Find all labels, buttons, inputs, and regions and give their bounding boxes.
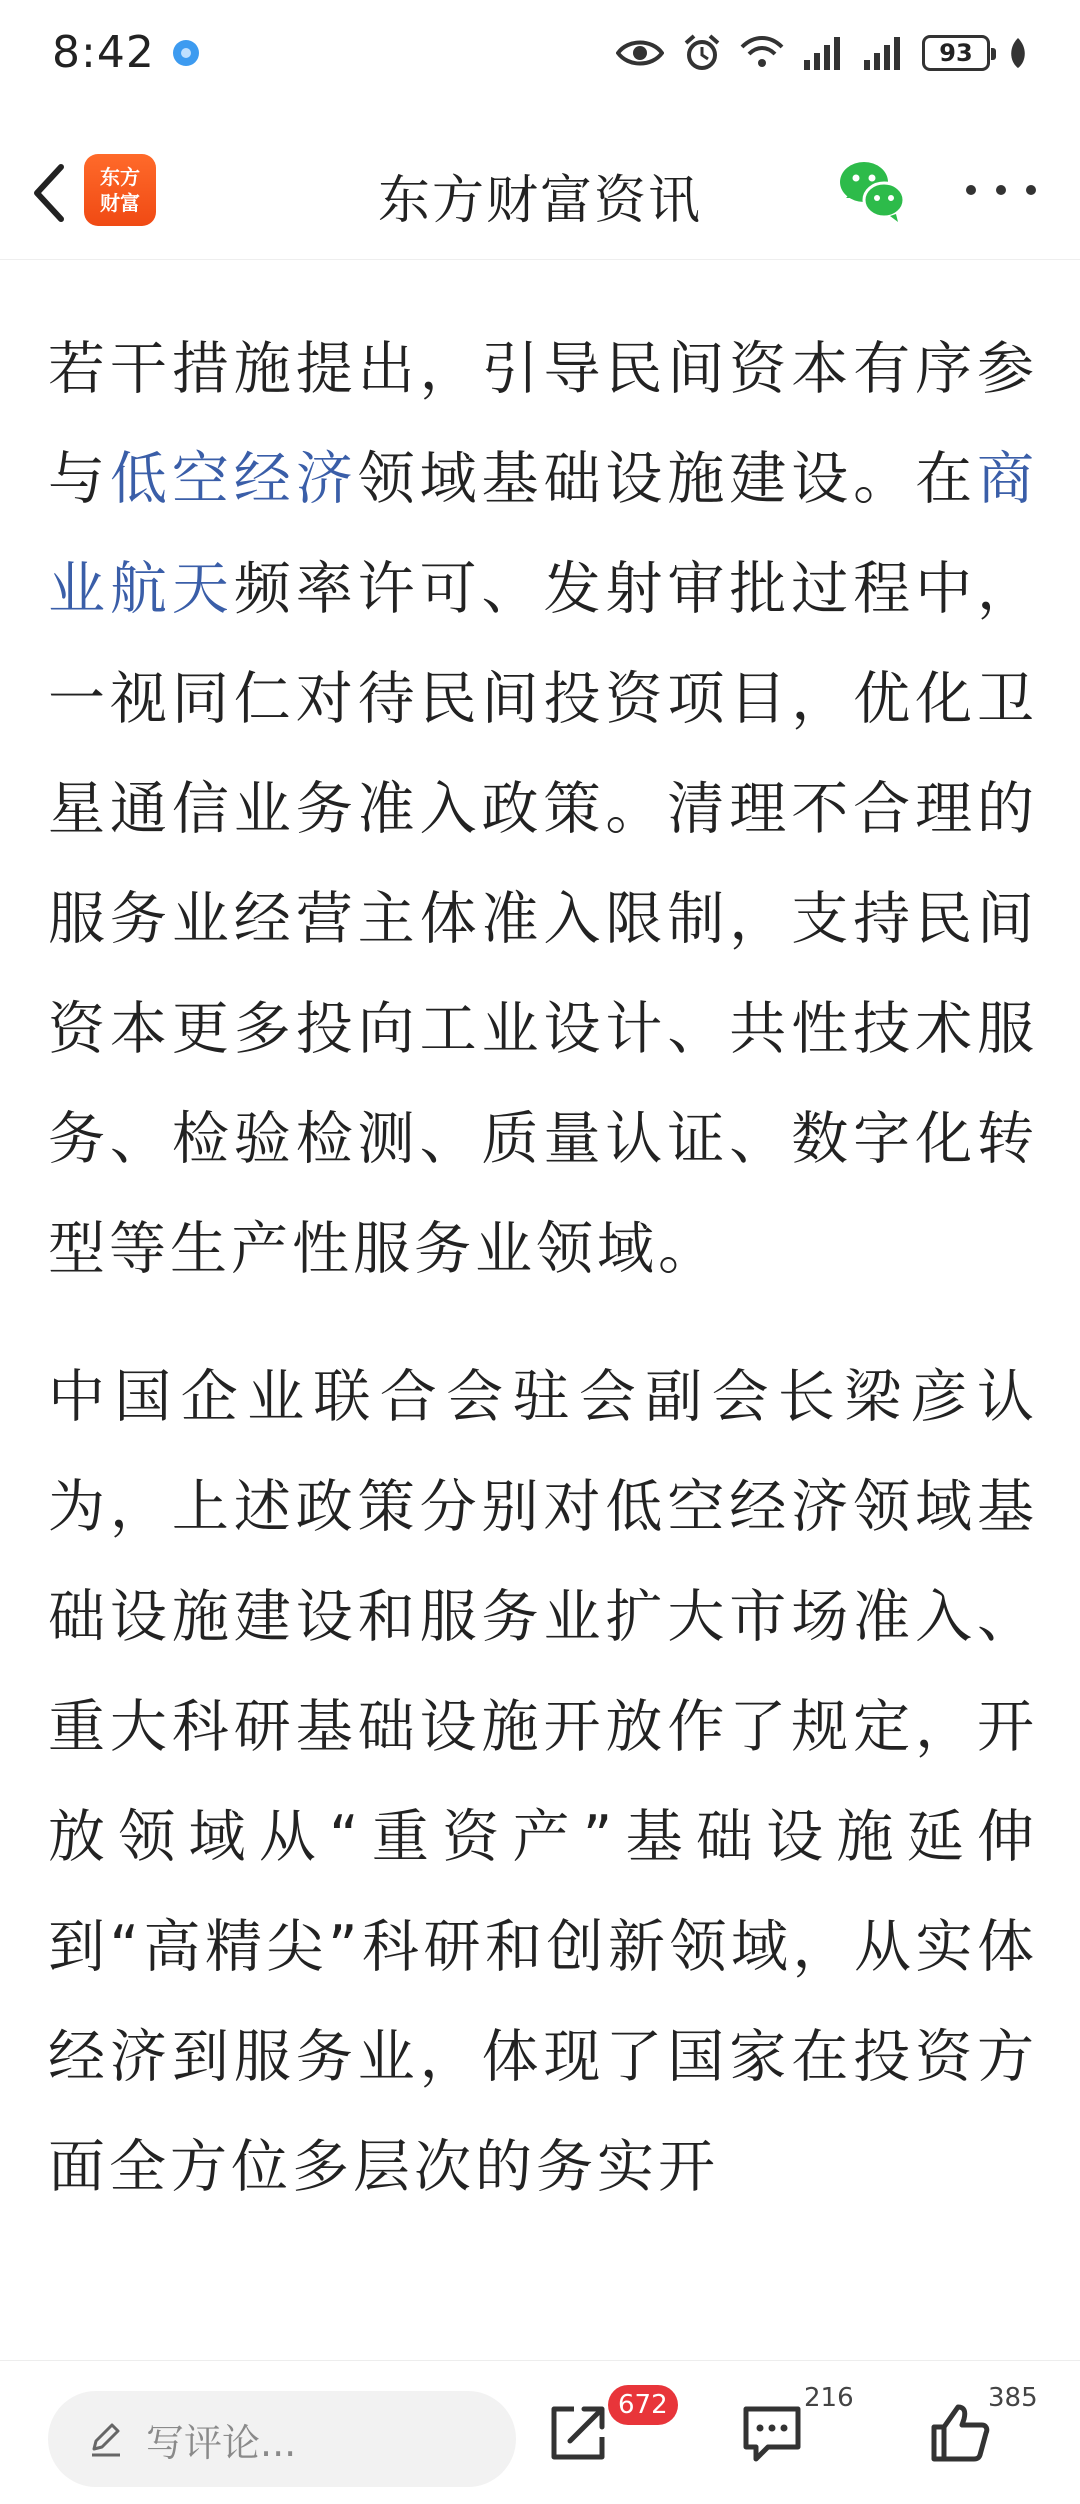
thumbs-up-icon xyxy=(928,2401,992,2465)
nav-bar xyxy=(0,120,1080,260)
keyword-link-low-altitude-economy[interactable]: 低空经济 xyxy=(109,446,358,512)
battery-indicator: 93 xyxy=(922,35,990,71)
comment-placeholder: 写评论... xyxy=(146,2420,297,2465)
leaf-icon xyxy=(1008,36,1028,70)
logo-text-line2: 财富 xyxy=(100,191,140,215)
share-count-badge: 672 xyxy=(608,2385,678,2425)
more-options-button[interactable] xyxy=(966,170,1036,210)
bottom-action-bar xyxy=(0,2360,1080,2504)
article-paragraph-2: 中国企业联合会驻会副会长梁彦认为，上述政策分别对低空经济领域基础设施建设和服务业扩大市场准入、重大科研基础设施开放作了规定，开放领域从“重资产”基础设施延伸到“高精尖”科研和创新领域，从实体经济到服务业，体现了国家在投资方面全方位多层次的务实开 xyxy=(48,1364,1038,2200)
alarm-icon xyxy=(682,33,722,73)
paragraph-text: 频率许可、发射审批过程中，一视同仁对待民间投资项目，优化卫星通信业务准入政策。清理不合理的服务业经营主体准入限制，支持民间资本更多投向工业设计、共性技术服务、检验检测、质量认证、数字化转型等生产性服务业领域。 xyxy=(48,556,1039,1282)
more-dot-icon xyxy=(966,185,976,195)
paragraph-text: 领域基础设施建设。在 xyxy=(357,446,978,512)
share-icon xyxy=(546,2401,610,2465)
page-title: 东方财富资讯 xyxy=(377,171,702,231)
article-paragraph-1 xyxy=(48,314,1038,1304)
more-dot-icon xyxy=(1026,185,1036,195)
status-bar xyxy=(0,0,1080,105)
status-time: 8:42 xyxy=(52,27,155,78)
signal-icon-1 xyxy=(802,36,844,70)
notification-dot-icon xyxy=(173,40,199,66)
share-button[interactable] xyxy=(546,2401,610,2465)
like-count: 385 xyxy=(988,2383,1038,2413)
comment-input[interactable] xyxy=(48,2391,516,2487)
pencil-icon xyxy=(86,2419,126,2459)
signal-icon-2 xyxy=(862,36,904,70)
logo-text-line1: 东方 xyxy=(100,165,140,189)
wechat-share-button[interactable] xyxy=(836,154,908,226)
comment-bubble-icon xyxy=(740,2401,804,2465)
wechat-icon xyxy=(836,154,908,226)
status-right xyxy=(616,33,1028,73)
eye-icon xyxy=(616,37,664,69)
status-left xyxy=(52,27,199,78)
article-body xyxy=(48,314,1038,2260)
wifi-icon xyxy=(740,35,784,71)
comment-count: 216 xyxy=(804,2383,854,2413)
keyword-link-commercial-aerospace[interactable]: 商业航天 xyxy=(48,446,1039,622)
comments-button[interactable] xyxy=(740,2401,804,2465)
paragraph-text: 若干措施提出，引导民间资本有序参与 xyxy=(48,336,1038,512)
more-dot-icon xyxy=(996,185,1006,195)
like-button[interactable] xyxy=(928,2401,992,2465)
